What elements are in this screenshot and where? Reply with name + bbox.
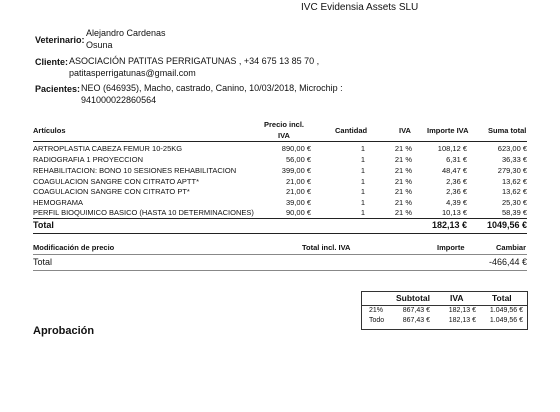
table-row-iva: 21 %	[394, 155, 412, 164]
table-row-price: 21,00 €	[285, 187, 311, 196]
cliente-line1: ASOCIACIÓN PATITAS PERRIGATUNAS , +34 675 13 85 70 ,	[69, 56, 320, 66]
mod-importe-header: Importe	[437, 243, 465, 252]
mod-header-divider	[33, 254, 527, 255]
rows-divider	[33, 218, 527, 219]
table-row-name: COAGULACION SANGRE CON CITRATO APTT*	[33, 177, 199, 186]
table-row-iva: 21 %	[394, 208, 412, 217]
company-name: IVC Evidensia Assets SLU	[301, 2, 419, 13]
table-row-iva: 21 %	[394, 144, 412, 153]
veterinario-name-line2: Osuna	[86, 40, 113, 50]
summary-box	[361, 291, 528, 330]
table-row-price: 56,00 €	[285, 155, 311, 164]
table-row-iva-amount: 6,31 €	[446, 155, 467, 164]
col-iva-header: IVA	[399, 126, 411, 135]
mod-total-label: Total	[33, 257, 53, 267]
table-row-price: 90,00 €	[285, 208, 311, 217]
table-row-qty: 1	[360, 155, 365, 164]
summary-subtotal-header: Subtotal	[396, 293, 430, 303]
summary-total-header: Total	[492, 293, 512, 303]
cliente-label: Cliente:	[35, 57, 69, 67]
table-row-iva: 21 %	[394, 177, 412, 186]
table-row-total: 623,00 €	[497, 144, 527, 153]
col-articulos-header: Artículos	[33, 126, 66, 135]
table-row-price: 890,00 €	[281, 144, 311, 153]
table-row-name: ARTROPLASTIA CABEZA FEMUR 10-25KG	[33, 144, 183, 153]
items-total-iva: 182,13 €	[431, 220, 467, 230]
table-row-iva-amount: 4,39 €	[446, 198, 467, 207]
table-row-iva-amount: 48,47 €	[441, 166, 467, 175]
summary-row-total: 1.049,56 €	[489, 307, 523, 314]
col-precio-header-line2: IVA	[278, 131, 290, 140]
summary-row-iva: 182,13 €	[448, 317, 476, 324]
mod-footer-divider	[33, 270, 527, 271]
summary-row-label: 21%	[369, 307, 384, 314]
table-row-name: HEMOGRAMA	[33, 198, 84, 207]
cliente-line2: patitasperrigatunas@gmail.com	[69, 68, 196, 78]
table-row-total: 13,62 €	[501, 187, 527, 196]
col-cantidad-header: Cantidad	[335, 126, 368, 135]
table-row-total: 279,30 €	[497, 166, 527, 175]
table-row-iva-amount: 108,12 €	[437, 144, 467, 153]
table-row-qty: 1	[360, 198, 365, 207]
col-suma-total-header: Suma total	[488, 126, 527, 135]
table-row-name: COAGULACION SANGRE CON CITRATO PT*	[33, 187, 190, 196]
items-total-sum: 1049,56 €	[486, 220, 527, 230]
table-row-qty: 1	[360, 177, 365, 186]
table-row-total: 58,39 €	[501, 208, 527, 217]
items-total-label: Total	[33, 220, 54, 230]
table-row-total: 13,62 €	[501, 177, 527, 186]
mod-total-value: -466,44 €	[488, 257, 527, 267]
summary-row-subtotal: 867,43 €	[402, 307, 430, 314]
col-importe-iva-header: Importe IVA	[427, 126, 469, 135]
table-row-iva: 21 %	[394, 187, 412, 196]
summary-iva-header: IVA	[450, 293, 464, 303]
mod-cambiar-header: Cambiar	[496, 243, 527, 252]
summary-row-iva: 182,13 €	[448, 307, 476, 314]
summary-row-label: Todo	[369, 317, 385, 324]
mod-total-incl-header: Total incl. IVA	[302, 243, 351, 252]
table-row-price: 39,00 €	[285, 198, 311, 207]
table-row-name: PERFIL BIOQUIMICO BASICO (HASTA 10 DETERMINACIONES)	[33, 208, 254, 217]
table-row-qty: 1	[360, 144, 365, 153]
table-row-total: 36,33 €	[501, 155, 527, 164]
table-row-iva: 21 %	[394, 198, 412, 207]
table-row-name: REHABILITACION: BONO 10 SESIONES REHABILITACION	[33, 166, 237, 175]
pacientes-label: Pacientes:	[35, 84, 81, 94]
table-row-price: 399,00 €	[281, 166, 311, 175]
table-row-name: RADIOGRAFIA 1 PROYECCION	[33, 155, 144, 164]
pacientes-line1: NEO (646935), Macho, castrado, Canino, 10/03/2018, Microchip :	[81, 83, 343, 93]
table-row-iva-amount: 2,36 €	[446, 187, 467, 196]
table-row-iva: 21 %	[394, 166, 412, 175]
summary-row-total: 1.049,56 €	[489, 317, 523, 324]
header-divider	[33, 141, 527, 142]
table-row-qty: 1	[360, 166, 365, 175]
table-row-qty: 1	[360, 187, 365, 196]
approval-heading: Aprobación	[33, 325, 95, 337]
table-row-total: 25,30 €	[501, 198, 527, 207]
veterinario-label: Veterinario:	[35, 35, 85, 45]
col-precio-header-line1: Precio incl.	[263, 120, 305, 129]
pacientes-line2: 941000022860564	[81, 95, 157, 105]
summary-divider	[362, 305, 527, 306]
veterinario-name-line1: Alejandro Cardenas	[86, 28, 166, 38]
mod-precio-header: Modificación de precio	[33, 243, 115, 252]
table-row-qty: 1	[360, 208, 365, 217]
total-divider	[33, 233, 527, 234]
table-row-iva-amount: 2,36 €	[446, 177, 467, 186]
summary-row-subtotal: 867,43 €	[402, 317, 430, 324]
table-row-price: 21,00 €	[285, 177, 311, 186]
table-row-iva-amount: 10,13 €	[441, 208, 467, 217]
